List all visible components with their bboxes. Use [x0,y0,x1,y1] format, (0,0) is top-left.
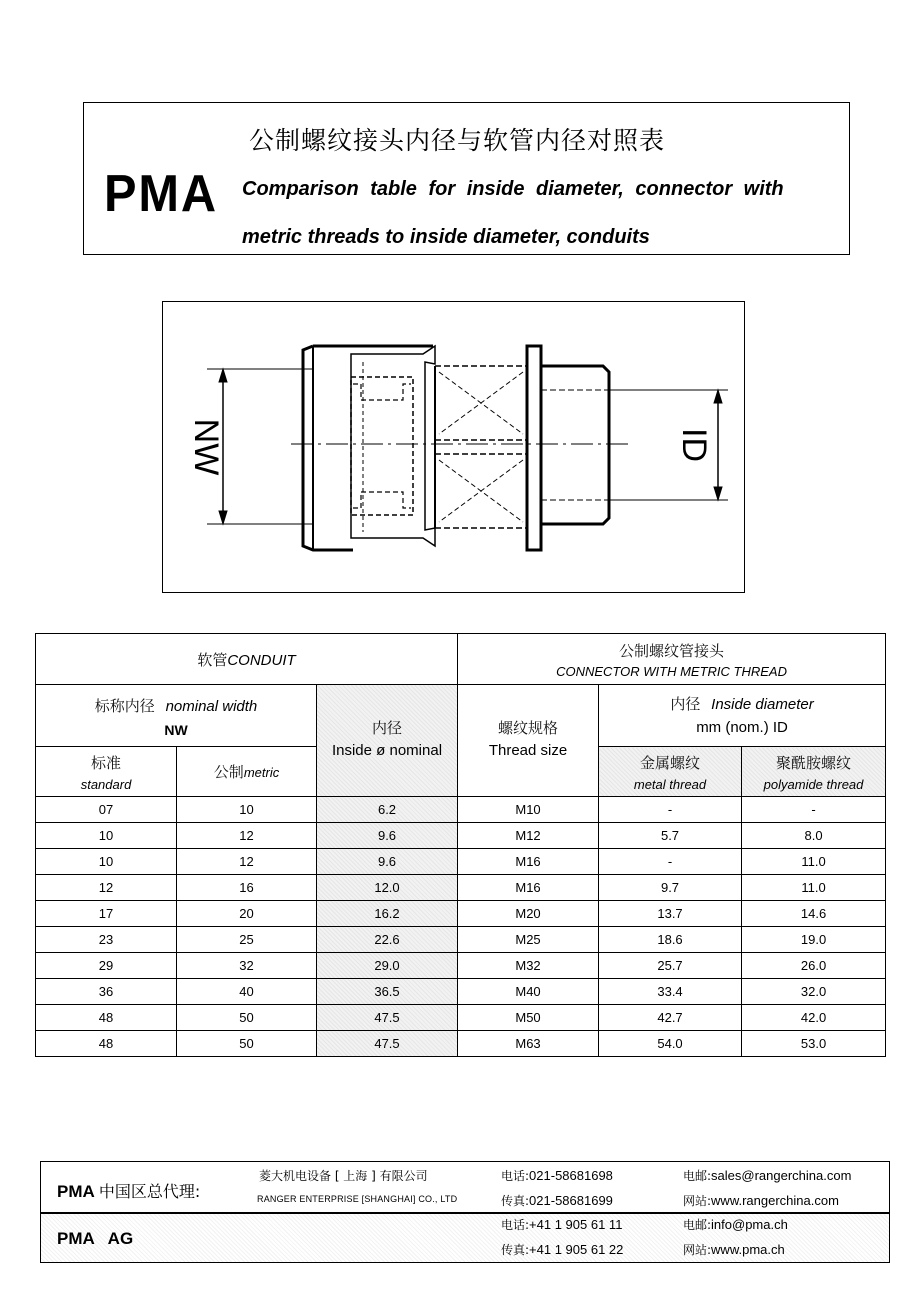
swiss-tel-label: 电话: [501,1218,530,1232]
table-row [36,953,886,979]
china-website [683,1192,839,1209]
document-header [83,102,850,255]
cell-metric: 32 [177,953,317,979]
swiss-tel-value: +41 1 905 61 11 [529,1217,623,1232]
cell-inside-nominal: 16.2 [317,901,458,927]
title-english-line1: Comparison table for inside diameter, connector with [242,178,784,200]
cell-polyamide-thread: 42.0 [742,1005,886,1031]
cell-metal-thread: 13.7 [599,901,742,927]
cell-metric: 40 [177,979,317,1005]
cell-thread-size: M16 [458,875,599,901]
cell-metric: 25 [177,927,317,953]
cell-inside-nominal: 12.0 [317,875,458,901]
swiss-tel [501,1216,622,1233]
swiss-fax [501,1241,623,1258]
inside-diameter-en: Inside diameter [711,696,814,713]
swiss-email-label: 电邮: [683,1218,712,1232]
cell-metric: 12 [177,849,317,875]
cell-metric: 10 [177,797,317,823]
china-email-label: 电邮: [683,1169,712,1183]
cell-metal-thread: 54.0 [599,1031,742,1057]
swiss-website-value[interactable]: www.pma.ch [711,1242,785,1257]
china-website-value[interactable]: www.rangerchina.com [711,1193,839,1208]
cell-polyamide-thread: 32.0 [742,979,886,1005]
cell-metal-thread: - [599,849,742,875]
china-fax-label: 传真: [501,1194,530,1208]
nominal-width-header [36,685,317,747]
connector-drawing-svg [163,302,744,592]
cell-metal-thread: 5.7 [599,823,742,849]
nominal-width-cn: 标称内径 [94,697,155,715]
footer-row-swiss [41,1213,889,1263]
metric-cn: 公制 [213,763,244,781]
swiss-email [683,1216,788,1233]
footer-brand-cn: 中国区总代理: [98,1182,201,1201]
title-english-line2: metric threads to inside diameter, conduits [242,226,650,248]
title-chinese: 公制螺纹接头内径与软管内径对照表 [249,126,666,155]
table-row [36,849,886,875]
cell-metal-thread: 42.7 [599,1005,742,1031]
cell-thread-size: M50 [458,1005,599,1031]
metric-header [177,747,317,797]
polyamide-thread-cn: 聚酰胺螺纹 [776,753,852,772]
cell-inside-nominal: 9.6 [317,849,458,875]
cell-polyamide-thread: 53.0 [742,1031,886,1057]
cell-inside-nominal: 47.5 [317,1031,458,1057]
cell-metal-thread: - [599,797,742,823]
connector-header-en: CONNECTOR WITH METRIC THREAD [556,663,787,679]
cell-thread-size: M32 [458,953,599,979]
cell-polyamide-thread: 11.0 [742,849,886,875]
thread-size-en: Thread size [488,742,568,759]
china-website-label: 网站: [683,1194,712,1208]
polyamide-thread-header [742,747,886,797]
cell-standard: 10 [36,849,177,875]
table-row [36,979,886,1005]
cell-inside-nominal: 47.5 [317,1005,458,1031]
cell-inside-nominal: 9.6 [317,823,458,849]
metal-thread-cn: 金属螺纹 [640,753,701,772]
metal-thread-header [599,747,742,797]
cell-thread-size: M20 [458,901,599,927]
metric-en: metric [243,765,280,780]
table-row [36,823,886,849]
polyamide-thread-en: polyamide thread [763,776,864,792]
cell-standard: 12 [36,875,177,901]
cell-inside-nominal: 29.0 [317,953,458,979]
cell-metric: 50 [177,1005,317,1031]
comparison-table [35,633,886,1057]
table-row [36,901,886,927]
cell-thread-size: M10 [458,797,599,823]
table-row [36,875,886,901]
thread-size-header [458,685,599,797]
standard-cn: 标准 [90,753,121,772]
table-row [36,927,886,953]
standard-header [36,747,177,797]
swiss-email-value[interactable]: info@pma.ch [711,1217,788,1232]
cell-standard: 10 [36,823,177,849]
metal-thread-en: metal thread [633,776,707,792]
inside-nominal-cn: 内径 [372,719,403,737]
cell-metric: 50 [177,1031,317,1057]
china-email-value[interactable]: sales@rangerchina.com [711,1168,852,1183]
nominal-width-abbr: NW [164,722,188,738]
cell-polyamide-thread: - [742,797,886,823]
cell-standard: 36 [36,979,177,1005]
footer-brand-china [57,1179,200,1202]
table-row [36,1031,886,1057]
cell-polyamide-thread: 19.0 [742,927,886,953]
table-row [36,797,886,823]
company-name-cn: 菱大机电设备 [ 上海 ] 有限公司 [259,1169,428,1183]
conduit-header-cn: 软管 [197,650,228,669]
cell-thread-size: M63 [458,1031,599,1057]
conduit-header-en: CONDUIT [227,651,296,669]
cell-polyamide-thread: 14.6 [742,901,886,927]
swiss-website-label: 网站: [683,1243,712,1257]
swiss-website [683,1241,785,1258]
nominal-width-en: nominal width [165,698,258,715]
connector-header [458,634,886,685]
cell-metal-thread: 9.7 [599,875,742,901]
table-row [36,1005,886,1031]
footer-row-china [41,1162,889,1214]
inside-nominal-en: Inside ø nominal [331,742,443,759]
china-tel-value: 021-58681698 [529,1168,613,1183]
id-label: ID [675,428,713,462]
cell-metal-thread: 25.7 [599,953,742,979]
cell-polyamide-thread: 8.0 [742,823,886,849]
cell-metric: 16 [177,875,317,901]
china-tel [501,1167,613,1184]
cell-standard: 17 [36,901,177,927]
table-body [36,797,886,1057]
thread-size-cn: 螺纹规格 [498,719,559,737]
connector-header-cn: 公制螺纹管接头 [619,641,725,660]
cell-standard: 48 [36,1005,177,1031]
cell-standard: 07 [36,797,177,823]
china-tel-label: 电话: [501,1169,530,1183]
conduit-header [36,634,458,685]
cell-thread-size: M12 [458,823,599,849]
nw-label: NW [187,418,225,476]
inside-nominal-header [317,685,458,797]
cell-polyamide-thread: 26.0 [742,953,886,979]
inside-diameter-unit: mm (nom.) ID [696,719,788,736]
china-fax-value: 021-58681699 [529,1193,613,1208]
inside-diameter-header [599,685,886,747]
cell-metric: 20 [177,901,317,927]
standard-en: standard [80,776,132,792]
cell-metric: 12 [177,823,317,849]
cell-inside-nominal: 22.6 [317,927,458,953]
footer-contacts [40,1161,890,1263]
cell-inside-nominal: 36.5 [317,979,458,1005]
china-email [683,1167,851,1184]
cell-metal-thread: 33.4 [599,979,742,1005]
cell-metal-thread: 18.6 [599,927,742,953]
cell-thread-size: M40 [458,979,599,1005]
swiss-fax-value: +41 1 905 61 22 [529,1242,624,1257]
pma-logo [104,167,222,215]
footer-brand-pma: PMA [57,1182,95,1201]
pma-logo-text: PMA [104,167,218,215]
connector-drawing [162,301,745,593]
inside-diameter-cn: 内径 [670,695,701,713]
swiss-fax-label: 传真: [501,1243,530,1257]
footer-brand-pma-ag: PMA AG [57,1229,134,1248]
cell-standard: 48 [36,1031,177,1057]
china-fax [501,1192,613,1209]
cell-polyamide-thread: 11.0 [742,875,886,901]
company-name-en: RANGER ENTERPRISE [SHANGHAI] CO., LTD [257,1194,458,1204]
cell-standard: 23 [36,927,177,953]
cell-thread-size: M16 [458,849,599,875]
cell-standard: 29 [36,953,177,979]
cell-inside-nominal: 6.2 [317,797,458,823]
cell-thread-size: M25 [458,927,599,953]
